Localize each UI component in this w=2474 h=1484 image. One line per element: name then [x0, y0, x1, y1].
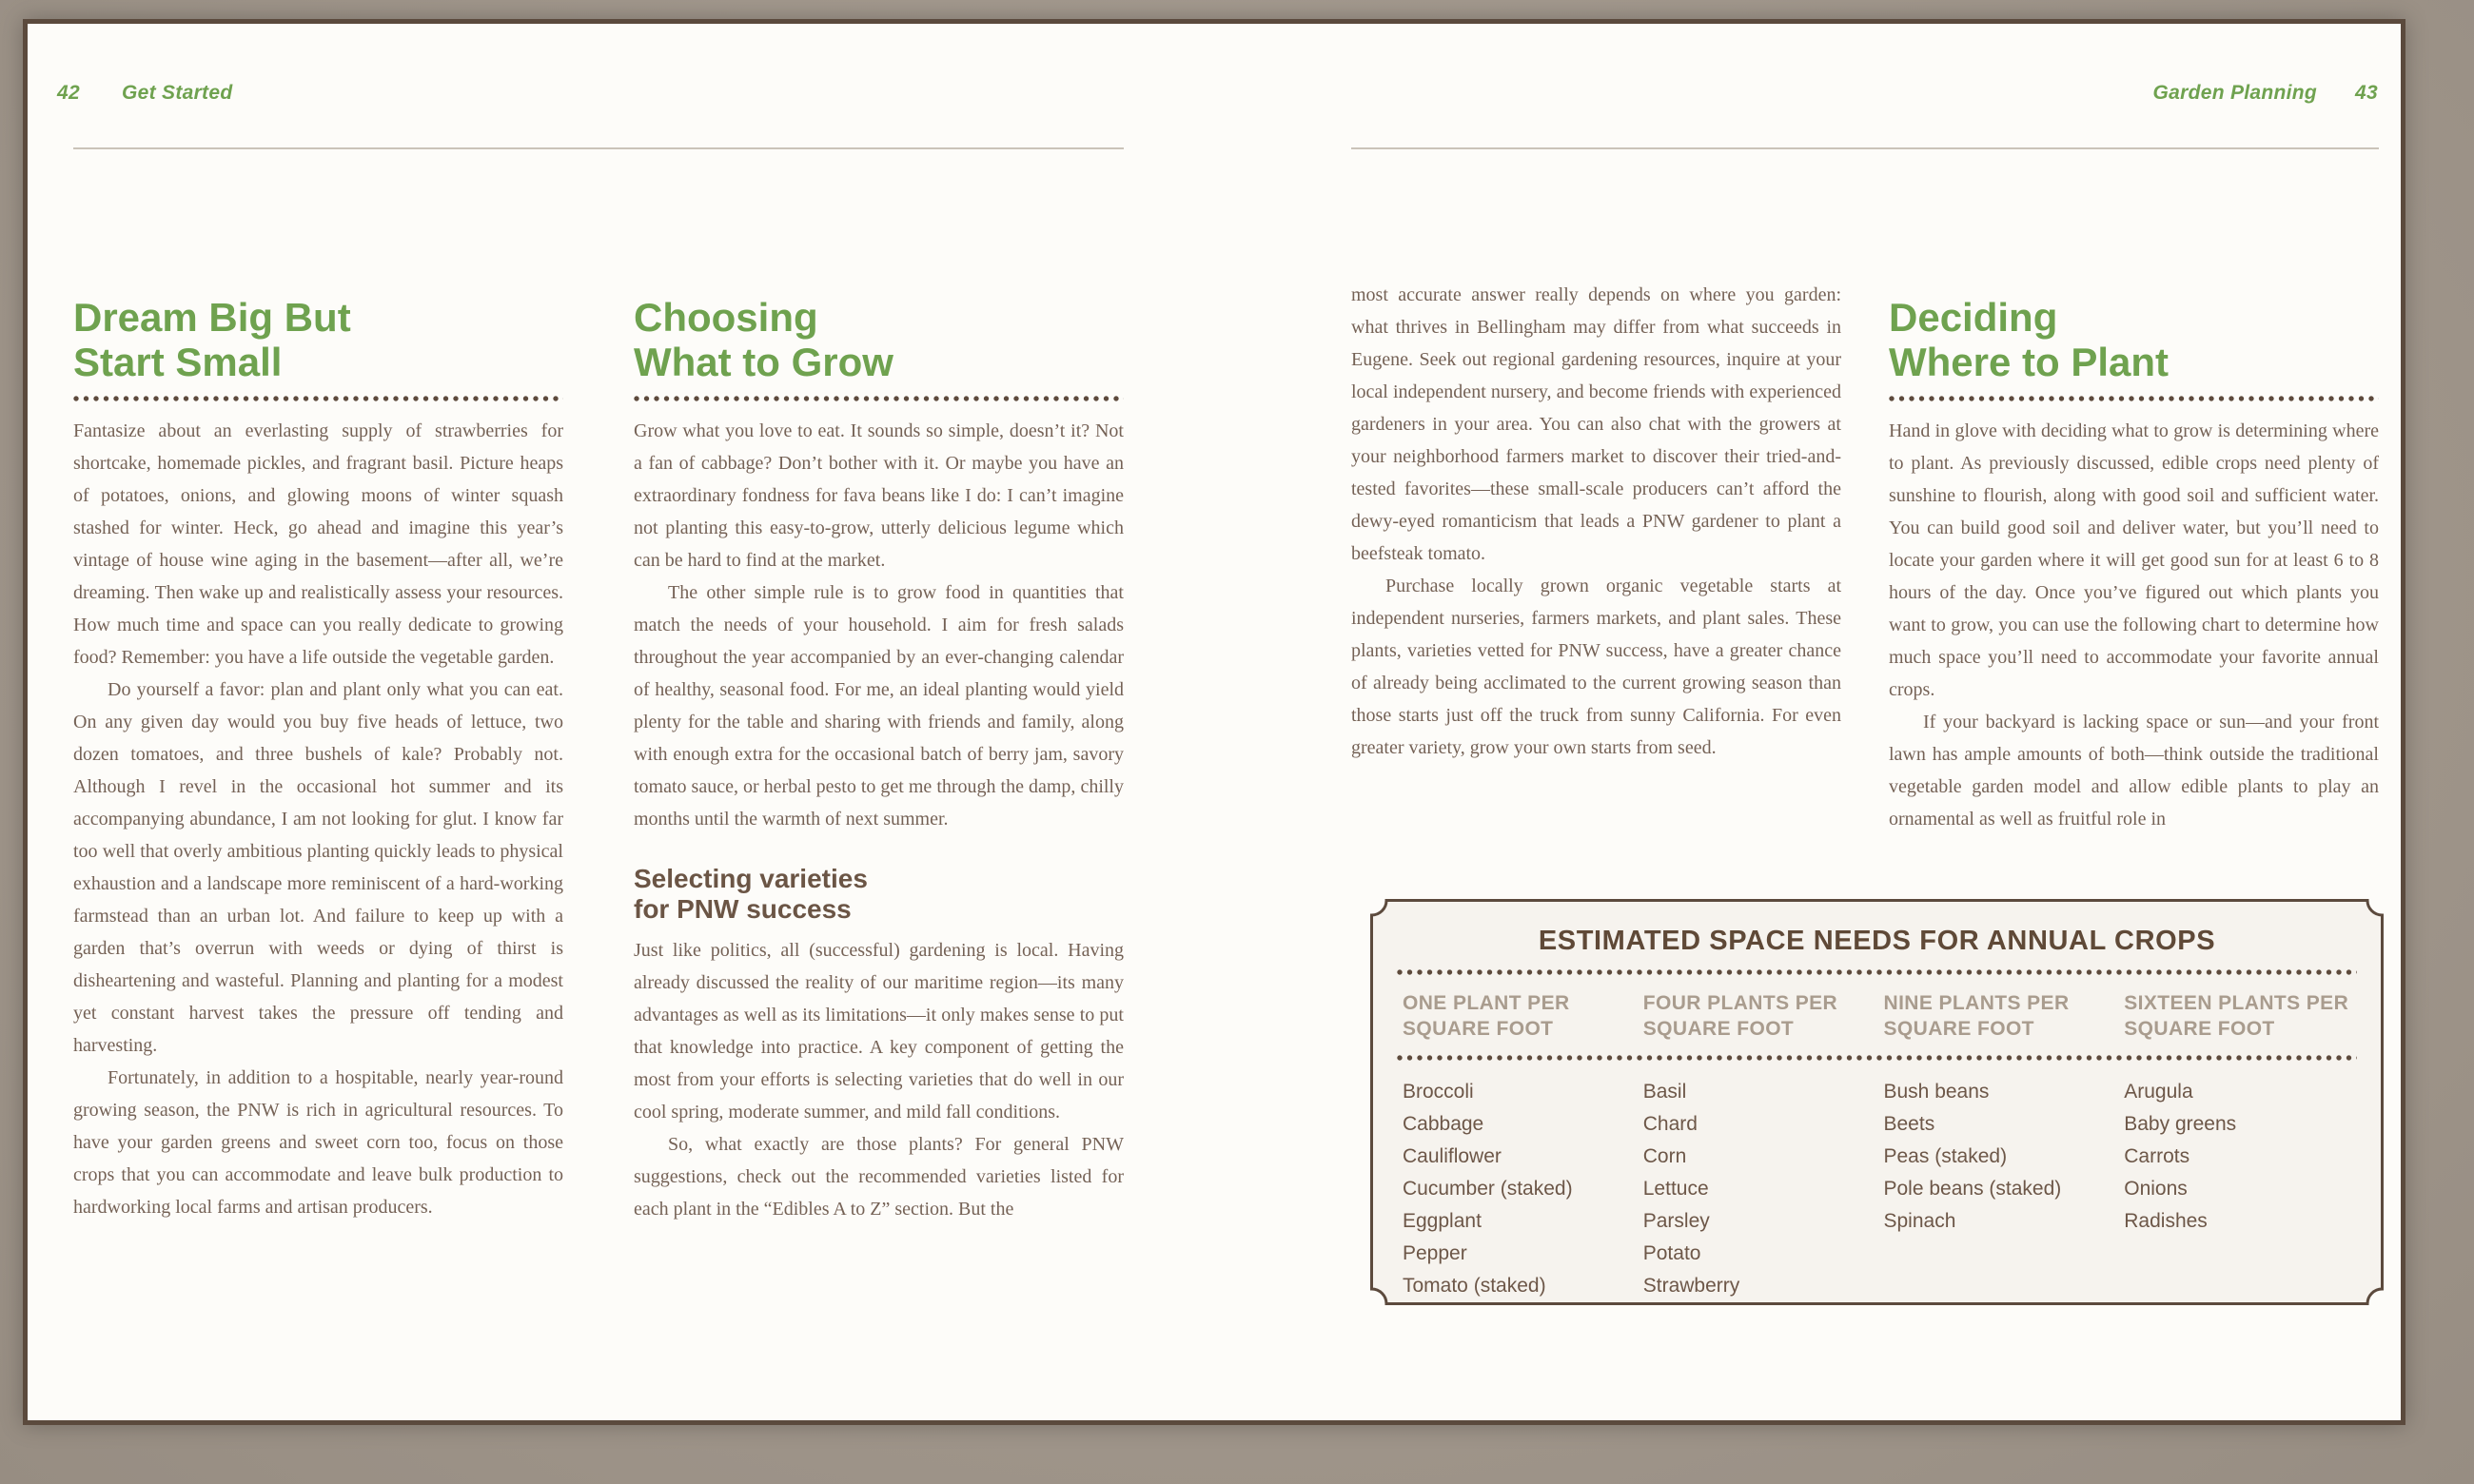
article-deciding-where-to-plant — [1889, 295, 2379, 835]
paragraph: If your backyard is lacking space or sun—and your front lawn has ample amounts of both—think outside the traditional vegetable garden model and allow edible plants to play an ornamental as well as fruitful role in — [1889, 712, 2379, 830]
table-column-header-line: SQUARE FOOT — [2124, 1018, 2275, 1040]
table-column-header-line: SQUARE FOOT — [1642, 1018, 1795, 1040]
continuation-column — [1351, 279, 1841, 764]
crop-item: Peas (staked) — [1883, 1145, 2008, 1167]
paragraph: Hand in glove with deciding what to grow is determining where to plant. As previously discussed, edible crops need plenty of sunshine to flourish, along with good soil and sufficient water. You can build good soil and deliver water, but you’ll need to locate your garden where it will get good sun for at least 6 to 8 hours of the day. Once you’ve figured out which plants you want to grow, you can use the following chart to determine how much space you’ll need to accommodate your favorite annual crops. — [1889, 420, 2379, 700]
article-body — [1889, 415, 2379, 835]
title-line: Choosing — [634, 295, 818, 340]
crop-item: Baby greens — [2124, 1113, 2237, 1135]
crop-item: Spinach — [1883, 1210, 1956, 1232]
table-items-column — [1643, 1076, 1871, 1302]
running-head-right — [2153, 81, 2379, 106]
table-column-header-line: ONE PLANT PER — [1403, 992, 1570, 1014]
crop-item: Eggplant — [1403, 1210, 1482, 1232]
subsection-body — [634, 934, 1124, 1225]
article-dream-big-start-small — [73, 295, 563, 1223]
space-needs-table — [1370, 899, 2384, 1305]
crop-item: Strawberry — [1642, 1275, 1740, 1297]
article-title — [634, 295, 1124, 384]
table-column-header-line: SIXTEEN PLANTS PER — [2124, 992, 2349, 1014]
title-line: for PNW success — [634, 894, 852, 924]
running-head-left — [57, 81, 232, 106]
table-title: ESTIMATED SPACE NEEDS FOR ANNUAL CROPS — [1538, 926, 2216, 956]
table-inner — [1370, 899, 2384, 1305]
title-line: Selecting varieties — [634, 864, 868, 893]
article-choosing-what-to-grow — [634, 295, 1124, 1225]
crop-item: Cabbage — [1403, 1113, 1484, 1135]
article-title — [1889, 295, 2379, 384]
dotted-divider — [634, 396, 1124, 401]
table-items-column — [2124, 1076, 2351, 1302]
section-title-left: Get Started — [121, 82, 233, 104]
crop-item: Arugula — [2124, 1081, 2193, 1103]
table-items-column — [1884, 1076, 2111, 1302]
paragraph: most accurate answer really depends on where you garden: what thrives in Bellingham may differ from what succeeds in Eugene. Seek out regional gardening resources, inquire at your local independent nursery, and become friends with experienced gardeners in your area. You can also chat with the growers at your neighborhood farmers market to discover their tried-and-tested favorites—these small-scale producers can’t afford the dewy-eyed romanticism that leads a PNW gardener to plant a beefsteak tomato. — [1351, 284, 1841, 564]
title-line: What to Grow — [634, 340, 893, 384]
article-body — [73, 415, 563, 1223]
crop-item: Pepper — [1403, 1242, 1467, 1264]
table-items-column — [1403, 1076, 1630, 1302]
crop-item: Cucumber (staked) — [1403, 1178, 1573, 1200]
crop-item: Parsley — [1642, 1210, 1710, 1232]
title-line: Deciding — [1889, 295, 2058, 340]
crop-item: Bush beans — [1883, 1081, 1990, 1103]
paragraph: Grow what you love to eat. It sounds so simple, doesn’t it? Not a fan of cabbage? Don’t bother with it. Or maybe you have an extraordinary fondness for fava beans like I do: I can’t imagine not planting this easy-to-grow, utterly delicious legume which can be hard to find at the market. — [634, 420, 1124, 571]
dotted-divider — [73, 396, 563, 401]
header-rule-left — [73, 147, 1124, 149]
subsection-title-selecting-varieties — [634, 864, 1124, 925]
table-column-header-line: SQUARE FOOT — [1883, 1018, 2034, 1040]
crop-item: Corn — [1642, 1145, 1687, 1167]
paragraph: Fantasize about an everlasting supply of strawberries for shortcake, homemade pickles, and fragrant basil. Picture heaps of potatoes, onions, and glowing moons of winter squash stashed for winter. Heck, go ahead and imagine this year’s vintage of house wine aging in the basement—after all, we’re dreaming. Then wake up and realistically assess your resources. How much time and space can you really dedicate to growing food? Remember: you have a life outside the vegetable garden. — [73, 420, 563, 668]
crop-item: Cauliflower — [1403, 1145, 1502, 1167]
table-items-row — [1397, 1061, 2357, 1316]
dotted-divider — [1889, 396, 2379, 401]
crop-item: Carrots — [2124, 1145, 2190, 1167]
crop-item: Beets — [1883, 1113, 1935, 1135]
table-column-header-line: NINE PLANTS PER — [1883, 992, 2070, 1014]
crop-item: Lettuce — [1642, 1178, 1709, 1200]
table-column-header-line: SQUARE FOOT — [1403, 1018, 1554, 1040]
table-column-header — [1403, 990, 1630, 1042]
paragraph: So, what exactly are those plants? For general PNW suggestions, check out the recommended varieties listed for each plant in the “Edibles A to Z” section. But the — [634, 1134, 1124, 1220]
title-line: Where to Plant — [1889, 340, 2170, 384]
table-column-header — [1884, 990, 2111, 1042]
title-line: Start Small — [73, 340, 283, 384]
crop-item: Pole beans (staked) — [1883, 1178, 2062, 1200]
title-line: Dream Big But — [73, 295, 351, 340]
table-column-header-line: FOUR PLANTS PER — [1642, 992, 1838, 1014]
crop-item: Potato — [1642, 1242, 1701, 1264]
article-title — [73, 295, 563, 384]
crop-item: Onions — [2124, 1178, 2188, 1200]
paragraph: The other simple rule is to grow food in quantities that match the needs of your household. I aim for fresh salads throughout the year accompanied by an ever-changing calendar of healthy, seasonal food. For me, an ideal planting would yield plenty for the table and sharing with friends and family, along with enough extra for the occasional batch of berry jam, savory tomato sauce, or herbal pesto to get me through the damp, chilly months until the warmth of next summer. — [634, 582, 1124, 830]
section-title-right: Garden Planning — [2152, 82, 2318, 104]
header-rule-right — [1351, 147, 2379, 149]
paragraph: Purchase locally grown organic vegetable starts at independent nurseries, farmers markets, and plant sales. These plants, varieties vetted for PNW success, have a greater chance of already being acclimated to the current growing season than those starts just off the truck from sunny California. For even greater variety, grow your own starts from seed. — [1351, 576, 1841, 758]
paragraph: Just like politics, all (successful) gardening is local. Having already discussed the reality of our maritime region—its many advantages as well as its limitations—it only makes sense to put that knowledge into practice. A key component of getting the most from your efforts is selecting varieties that do well in our cool spring, moderate summer, and mild fall conditions. — [634, 940, 1124, 1123]
article-body — [634, 415, 1124, 835]
crop-item: Basil — [1642, 1081, 1687, 1103]
crop-item: Chard — [1642, 1113, 1698, 1135]
table-column-header — [1643, 990, 1871, 1042]
book-page-spread — [23, 19, 2405, 1425]
table-header-row — [1397, 975, 2357, 1055]
page-number-right: 43 — [2355, 82, 2378, 104]
crop-item: Tomato (staked) — [1403, 1275, 1546, 1297]
crop-item: Radishes — [2124, 1210, 2208, 1232]
paragraph: Fortunately, in addition to a hospitable, nearly year-round growing season, the PNW is rich in agricultural resources. To have your garden greens and sweet corn too, focus on those crops that you can accommodate and leave bulk production to hardworking local farms and artisan producers. — [73, 1067, 563, 1218]
continuation-body — [1351, 279, 1841, 764]
paragraph: Do yourself a favor: plan and plant only what you can eat. On any given day would you buy five heads of lettuce, two dozen tomatoes, and three bushels of kale? Probably not. Although I revel in the occasional hot summer and its accompanying abundance, I am not looking for glut. I know far too well that overly ambitious planting quickly leads to physical exhaustion and a landscape more reminiscent of a hard-working farmstead than an urban lot. And failure to keep up with a garden that’s overrun with weeds or dying of thirst is disheartening and wasteful. Planning and planting for a modest yet constant harvest takes the pressure off tending and harvesting. — [73, 679, 563, 1056]
page-number-left: 42 — [57, 82, 80, 104]
table-column-header — [2124, 990, 2351, 1042]
crop-item: Broccoli — [1403, 1081, 1474, 1103]
